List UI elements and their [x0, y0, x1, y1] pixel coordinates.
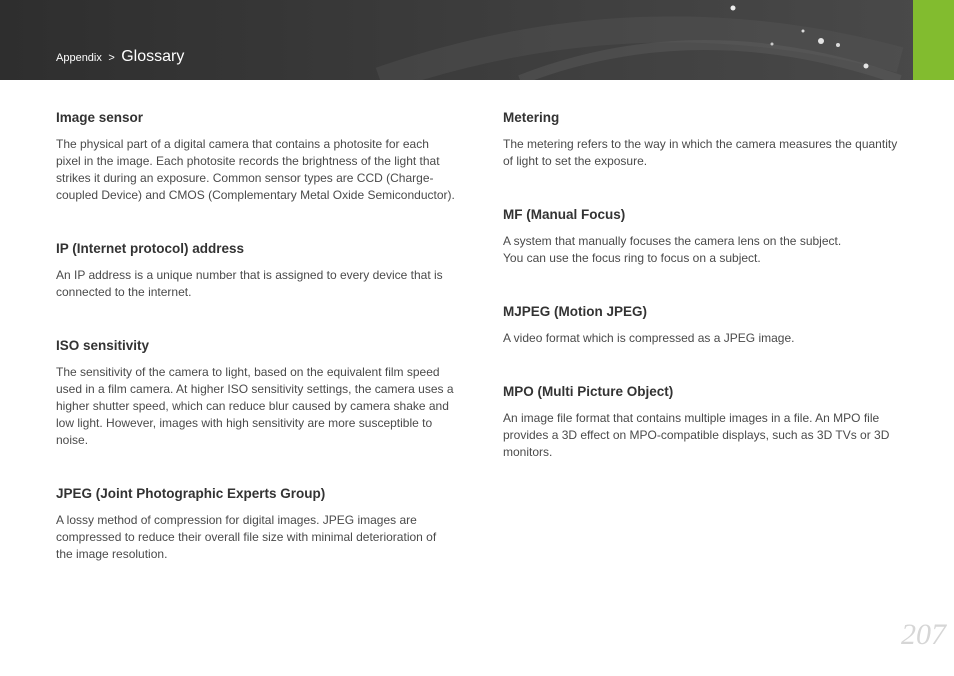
breadcrumb-current: Glossary — [121, 48, 185, 65]
glossary-entry — [56, 338, 468, 486]
left-column — [56, 110, 468, 563]
glossary-entry — [503, 304, 915, 384]
glossary-term: Metering — [503, 110, 560, 125]
glossary-entry — [503, 384, 915, 461]
glossary-definition: The sensitivity of the camera to light, based on the equivalent film speed used in a film camera. At higher ISO sensitivity settings, the camera uses a higher shutter speed, which can reduce blur caused by camera shake and low light. However, images with high sensitivity are more susceptible to noise. — [56, 365, 454, 447]
right-column — [503, 110, 915, 461]
breadcrumb — [56, 48, 184, 66]
glossary-definition: A lossy method of compression for digital images. JPEG images are compressed to reduce their overall file size with minimal deterioration of the image resolution. — [56, 513, 437, 561]
glossary-entry — [56, 241, 468, 338]
glossary-definition: An IP address is a unique number that is assigned to every device that is connected to the internet. — [56, 268, 443, 299]
glossary-entry — [56, 486, 468, 563]
breadcrumb-parent: Appendix — [56, 52, 102, 64]
glossary-entry — [503, 207, 915, 304]
header-bar — [0, 0, 954, 80]
glossary-term: MF (Manual Focus) — [503, 207, 626, 222]
glossary-term: Image sensor — [56, 110, 144, 125]
glossary-definition: An image file format that contains multiple images in a file. An MPO file provides a 3D effect on MPO-compatible displays, such as 3D TVs or 3D monitors. — [503, 411, 890, 459]
glossary-term: JPEG (Joint Photographic Experts Group) — [56, 486, 326, 501]
glossary-entry — [56, 110, 468, 241]
glossary-term: IP (Internet protocol) address — [56, 241, 245, 256]
glossary-definition: A system that manually focuses the camera lens on the subject. You can use the focus ring to focus on a subject. — [503, 234, 842, 265]
glossary-definition: A video format which is compressed as a JPEG image. — [503, 331, 795, 345]
chapter-tab — [913, 0, 954, 80]
glossary-definition: The metering refers to the way in which the camera measures the quantity of light to set the exposure. — [503, 137, 898, 168]
glossary-term: ISO sensitivity — [56, 338, 150, 353]
glossary-entry — [503, 110, 915, 207]
glossary-term: MJPEG (Motion JPEG) — [503, 304, 648, 319]
page-number: 207 — [901, 618, 946, 651]
breadcrumb-separator: > — [108, 52, 115, 64]
glossary-term: MPO (Multi Picture Object) — [503, 384, 674, 399]
header-decoration — [0, 0, 954, 80]
glossary-definition: The physical part of a digital camera that contains a photosite for each pixel in the image. Each photosite records the brightness of the light that strikes it during an exposure. Common sensor types are CCD (Charge- coupled Device) and CMOS (Complementary Metal Oxide Semiconductor). — [56, 137, 455, 202]
